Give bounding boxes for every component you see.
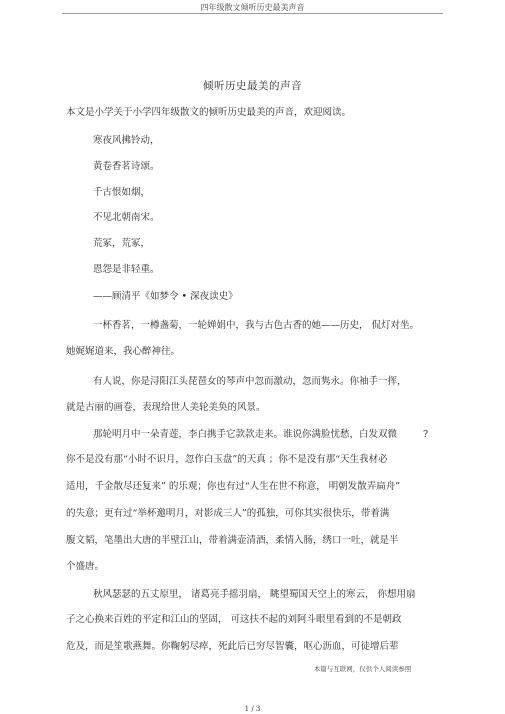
paragraph-line: 一杯香茗，一樽盏菊，一轮婵娟中，我与古色古香的她——历史， 侃灯对坐。 — [93, 320, 420, 331]
paragraph-line: 就是古丽的画卷，表现给世人美轮美奂的风景。 — [66, 402, 266, 413]
paragraph-line: 适用，千金散尽还复来” 的乐观；你也有过“人生在世不称意， 明朝发散弄扁舟” — [66, 481, 401, 492]
paragraph-line: 子之心换来百姓的平定和江山的坚固， 可这扶不起的刘阿斗眼里看到的不是朝政 — [66, 614, 402, 625]
poem-line: 千古恨如烟， — [93, 187, 151, 198]
stray-question-mark: ? — [423, 429, 429, 440]
poem-line: 恩怨是非轻重。 — [93, 264, 160, 275]
paragraph-line: 她娓娓道来，我心醉神往。 — [66, 346, 181, 357]
footer-note: 本篇与互联网，仅供个人阅读参照 — [313, 665, 412, 673]
paragraph-line: 危及，而是笙歌燕舞。你鞠躬尽瘁，死此后已穷尽智囊，呕心沥血，可徒增后辈 — [66, 641, 399, 652]
intro-line: 本文是小学关于小学四年级散文的倾听历史最美的声音，欢迎阅读。 — [66, 107, 352, 118]
paragraph-line: 有人说，你是浔阳江头琵琶女的琴声中忽而激动，忽而隽永。你袖手一挥， — [93, 376, 407, 387]
paragraph-line: 那轮明月中一朵青莲，李白携手它款款走来。谁说你满脸忧愁，白发双微 — [93, 429, 398, 440]
paragraph-line: 腹文韬，笔墨出大唐的半壁江山，带着满壶清酒，柔情入肠，绣口一吐，就是半 — [66, 535, 399, 546]
header-divider — [62, 13, 443, 14]
paragraph-line: 你不是没有那“小时不识月，忽作白玉盘”的天真 ；你不是没有那“天生我材必 — [66, 454, 388, 465]
page-number: 1 / 3 — [244, 705, 261, 713]
poem-line: 黄卷香茗诗颂。 — [93, 161, 160, 172]
poem-line: 不见北朝南宋。 — [93, 212, 160, 223]
page-header-title: 四年级散文倾听历史最美声音 — [200, 3, 305, 12]
paragraph-line: 秋风瑟瑟的五丈原里， 诸葛亮手摇羽扇， 眺望蜀国天空上的寒云， 你想用扇 — [93, 589, 416, 600]
document-title: 倾听历史最美的声音 — [203, 80, 302, 92]
poem-line: 寒夜风拂铃动， — [93, 135, 160, 146]
paragraph-line: 的失意；更有过“举杯邀明月，对影成三人”的孤独，可你其实很快乐，带着满 — [66, 508, 390, 519]
poem-line: 荒冢，荒冢， — [93, 238, 151, 249]
paragraph-line: 个盛唐。 — [66, 561, 105, 572]
poem-attribution: ——顾清平《如梦令 • 深夜读史》 — [93, 291, 238, 302]
